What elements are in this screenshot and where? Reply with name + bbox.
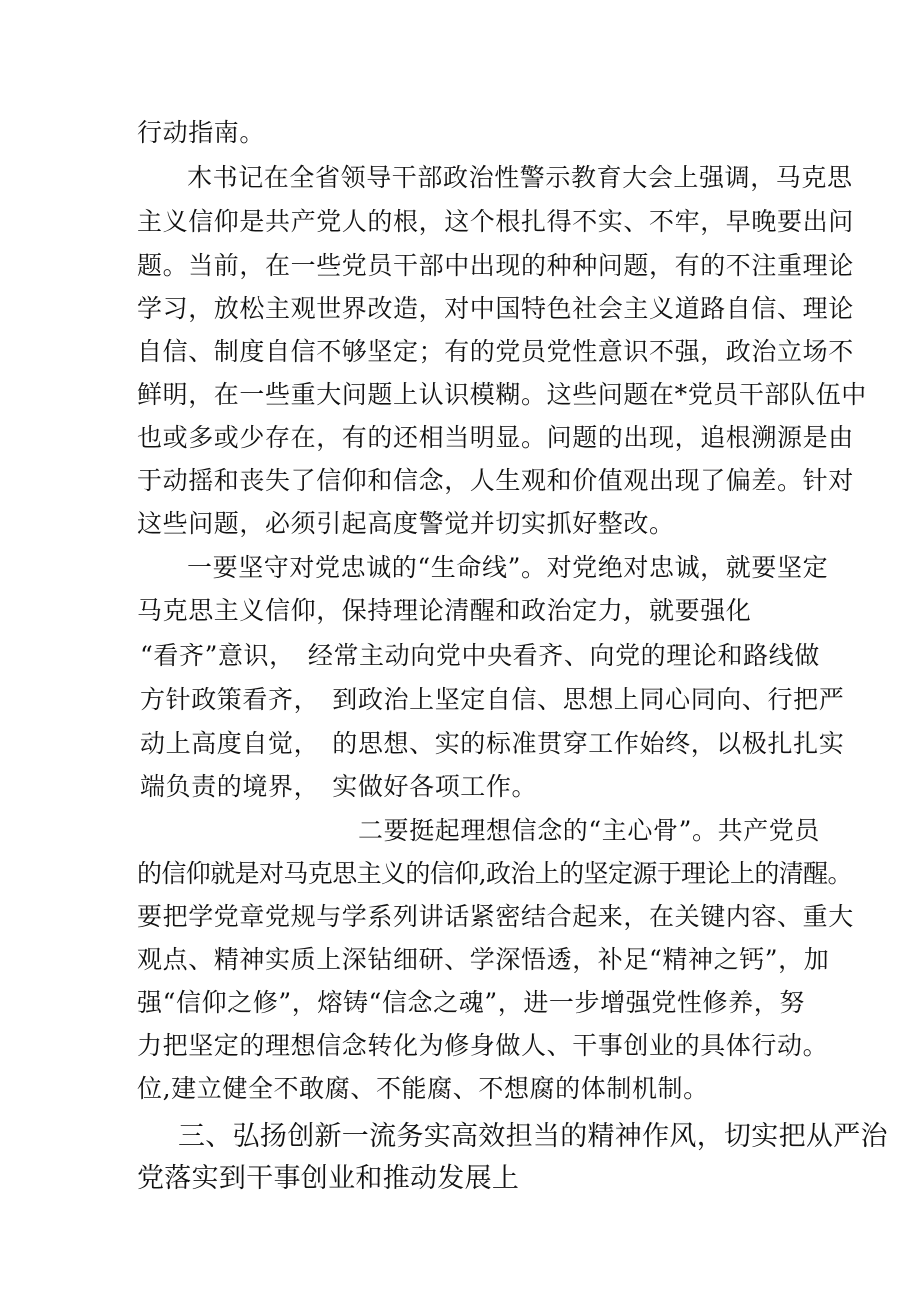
text-line: 力把坚定的理想信念转化为修身做人、干事创业的具体行动。 xyxy=(137,1031,829,1060)
section-heading-line: 党落实到干事创业和推动发展上 xyxy=(137,1163,520,1194)
text-line: 一要坚守对党忠诚的“生命线”。对党绝对忠诚，就要坚定 xyxy=(187,553,829,582)
text-line: 主义信仰是共产党人的根，这个根扎得不实、不牢，早晚要出问 xyxy=(137,207,854,236)
text-line: 二要挺起理想信念的“主心骨”。共产党员 xyxy=(358,816,820,845)
text-line: 端负责的境界， 实做好各项工作。 xyxy=(140,772,538,801)
text-line: 这些问题，必须引起高度警觉并切实抓好整改。 xyxy=(137,509,675,538)
text-line: 的信仰就是对马克思主义的信仰,政治上的坚定源于理论上的清醒。 xyxy=(137,859,852,888)
text-line: 学习，放松主观世界改造，对中国特色社会主义道路自信、理论 xyxy=(137,294,854,323)
text-line: “看齐”意识， 经常主动向党中央看齐、向党的理论和路线做 xyxy=(140,641,820,670)
text-line: 方针政策看齐， 到政治上坚定自信、思想上同心同向、行把严 xyxy=(140,685,845,714)
text-line: 要把学党章党规与学系列讲话紧密结合起来，在关键内容、重大 xyxy=(137,902,854,931)
text-line: 自信、制度自信不够坚定；有的党员党性意识不强，政治立场不 xyxy=(137,337,854,366)
text-line: 强“信仰之修”，熔铸“信念之魂”，进一步增强党性修养，努 xyxy=(137,988,805,1017)
text-line: 行动指南。 xyxy=(137,118,266,147)
text-line: 位,建立健全不敢腐、不能腐、不想腐的体制机制。 xyxy=(137,1074,709,1103)
text-line: 马克思主义信仰，保持理论清醒和政治定力，就要强化 xyxy=(137,596,752,625)
text-line: 木书记在全省领导干部政治性警示教育大会上强调，马克思 xyxy=(187,163,853,192)
text-line: 也或多或少存在，有的还相当明显。问题的出现，追根溯源是由 xyxy=(137,423,854,452)
text-line: 于动摇和丧失了信仰和信念，人生观和价值观出现了偏差。针对 xyxy=(137,466,854,495)
text-line: 观点、精神实质上深钻细研、学深悟透，补足“精神之钙”，加 xyxy=(137,945,830,974)
section-heading-line: 三、弘扬创新一流务实高效担当的精神作风，切实把从严治 xyxy=(178,1121,888,1152)
text-line: 动上高度自觉， 的思想、实的标准贯穿工作始终，以极扎扎实 xyxy=(140,729,845,758)
text-line: 题。当前，在一些党员干部中出现的种种问题，有的不注重理论 xyxy=(137,251,854,280)
text-line: 鲜明，在一些重大问题上认识模糊。这些问题在*党员干部队伍中 xyxy=(137,380,867,409)
